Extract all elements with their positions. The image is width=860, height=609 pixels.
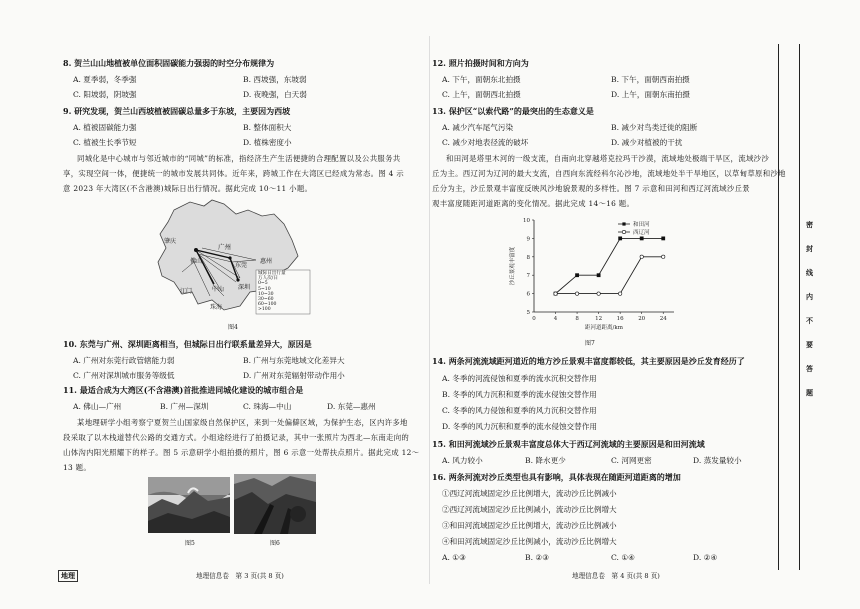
legend-item: 5~10 (258, 286, 271, 292)
q9-option-c: C. 植被生长季节短 (73, 138, 137, 147)
q10-option-a: A. 广州对东莞行政管辖能力弱 (73, 356, 175, 365)
q10-option-c: C. 广州对深圳城市服务等级低 (73, 371, 175, 380)
binding-char: 题 (806, 388, 813, 397)
q12-option-b: B. 下午，面朝西南拍摄 (611, 75, 690, 84)
series-line-1 (556, 238, 664, 293)
q9-option-d: D. 植株密度小 (243, 138, 292, 147)
data-point (618, 292, 621, 295)
q9-option-a: A. 植被固碳能力强 (73, 123, 137, 132)
data-point (640, 237, 643, 240)
legend-item: >100 (258, 307, 271, 313)
binding-char: 线 (806, 268, 813, 277)
q8-option-d: D. 夜晚强，白天弱 (243, 90, 307, 99)
y-axis-label: 沙丘景观丰富度 (510, 246, 516, 286)
q11-stem: 11. 最适合成为大湾区(不含港澳)首批推进同城化建设的城市组合是 (63, 385, 304, 395)
q8-option-b: B. 西坡强，东坡弱 (243, 75, 307, 84)
map-label-zhongshan: 中山 (212, 286, 225, 293)
q10-option-b: B. 广州与东莞地域文化差异大 (243, 356, 345, 365)
q12-option-c: C. 上午，面朝西北拍摄 (442, 90, 521, 99)
y-tick-label: 10 (523, 218, 530, 224)
figure6-caption: 图6 (270, 540, 280, 547)
y-tick-label: 6 (526, 291, 530, 298)
q15-option-a: A. 风力较小 (442, 456, 483, 465)
q16-option-b: B. ②③ (525, 553, 550, 562)
data-point (619, 237, 622, 240)
y-tick-label: 9 (526, 236, 530, 243)
legend-label: 和田河 (633, 222, 650, 228)
passage3-line4: 观丰富度随距河道距离的变化情况。据此完成 14～16 题。 (432, 199, 635, 208)
x-tick-label: 20 (638, 316, 646, 322)
passage1-line3: 意 2023 年大湾区(不含港澳)城际日出行情况。据此完成 10～11 小题。 (63, 184, 313, 193)
passage3-line3: 丘分为主，沙丘景观丰富度反映风沙地貌景观的多样性。图 7 示意和田河和西辽河流域沙丘景 (432, 184, 750, 193)
q15-option-c: C. 河网更密 (611, 456, 652, 465)
passage1-line1: 同城化是中心城市与邻近城市的“同城”的标准，指经济生产生活便捷的合理配置以及公共服务共 (77, 154, 401, 163)
binding-margin (778, 44, 800, 570)
q13-option-c: C. 减少对地表径流的破坏 (442, 138, 529, 147)
legend-unit: 万人次/日 (258, 276, 278, 282)
right-page-footer: 地理信息卷 第 4 页(共 8 页) (572, 572, 660, 580)
x-tick-label: 0 (532, 316, 536, 322)
q11-option-a: A. 佛山—广州 (73, 402, 122, 411)
page-divider (429, 36, 430, 584)
q16-statement-4: ④和田河流域固定沙丘比例减小，流动沙丘比例增大 (442, 537, 617, 546)
q14-option-d: D. 冬季的风力沉积和夏季的流水侵蚀交替作用 (442, 422, 597, 431)
x-tick-label: 24 (659, 316, 667, 322)
map-label-guangzhou: 广州 (218, 243, 231, 251)
q8-stem: 8. 贺兰山山地植被单位面积固碳能力强弱的时空分布规律为 (63, 58, 275, 68)
passage2-line3: 山体沟内阳光照耀下的样子。图 5 示意研学小组拍摄的照片，图 6 示意一处帮扶点照片。据此完成 12～ (63, 448, 420, 457)
q13-option-b: B. 减少对鸟类迁徙的阻断 (611, 123, 698, 132)
data-point (640, 255, 643, 258)
q8-option-a: A. 夏季弱，冬季强 (73, 75, 137, 84)
figure7-caption: 图7 (585, 340, 595, 347)
data-point (597, 292, 600, 295)
data-point (575, 292, 578, 295)
binding-char: 密 (806, 220, 813, 229)
x-tick-label: 16 (616, 316, 624, 322)
q15-option-d: D. 蒸发量较小 (693, 456, 742, 465)
data-point (575, 274, 578, 277)
data-point (554, 292, 557, 295)
q14-option-c: C. 冬季的风力侵蚀和夏季的风力沉积交替作用 (442, 406, 597, 415)
q16-option-a: A. ①③ (442, 553, 466, 562)
q16-stem: 16. 两条河流对沙丘类型也具有影响，具体表现在随距河道距离的增加 (432, 472, 681, 482)
q15-stem: 15. 和田河流域沙丘景观丰富度总体大于西辽河流域的主要原因是和田河流域 (432, 439, 705, 449)
map-label-dongguan: 东莞 (235, 262, 248, 269)
legend-marker (622, 230, 625, 233)
legend-title: 城际日出行量 (258, 271, 286, 276)
q15-option-b: B. 降水更少 (525, 456, 566, 465)
q13-option-a: A. 减少汽车尾气污染 (442, 123, 514, 132)
q14-stem: 14. 两条河流流域距河道近的地方沙丘景观丰富度都较低，其主要原因是沙丘发育经历了 (432, 356, 745, 366)
figure5-photo (148, 477, 230, 533)
figure4-caption: 图4 (228, 324, 238, 331)
subject-label: 地理 (58, 570, 78, 582)
figure7-line-chart (506, 212, 684, 332)
q12-option-a: A. 下午，面朝东北拍摄 (442, 75, 521, 84)
map-legend (258, 271, 286, 313)
q10-stem: 10. 东莞与广州、深圳距离相当，但城际日出行联系量差异大，原因是 (63, 339, 312, 349)
figure5-caption: 图5 (185, 540, 195, 547)
binding-char: 内 (806, 292, 813, 301)
q16-statement-2: ②西辽河流域固定沙丘比例减小，流动沙丘比例增大 (442, 505, 617, 514)
map-label-zhuhai: 珠海 (210, 304, 223, 311)
map-label-shenzhen: 深圳 (238, 284, 251, 291)
x-axis-label: 距河道距离/km (585, 325, 623, 331)
passage2-line2: 段采取了以木栈道替代公路的交通方式。小组途经进行了拍摄记录，其中一张照片为西北—东南走向的 (63, 433, 410, 442)
y-tick-label: 8 (526, 254, 530, 261)
data-point (662, 237, 665, 240)
legend-item: 60~100 (258, 302, 277, 308)
figure4-map (152, 196, 312, 318)
q14-option-b: B. 冬季的风力沉积和夏季的流水侵蚀交替作用 (442, 390, 597, 399)
binding-char: 封 (806, 244, 813, 253)
left-page-footer: 地理信息卷 第 3 页(共 8 页) (196, 572, 284, 580)
q16-statement-1: ①西辽河流域固定沙丘比例增大，流动沙丘比例减小 (442, 489, 617, 498)
passage2-line1: 某地理研学小组考察宁夏贺兰山国家级自然保护区，来到一处偏僻区域，为保护生态，区内许多地 (77, 418, 408, 427)
x-tick-label: 12 (595, 316, 603, 322)
map-label-zhaoqing: 肇庆 (164, 238, 177, 245)
q13-option-d: D. 减少对植被的干扰 (611, 138, 683, 147)
passage1-line2: 享，实现空间一体，便捷统一的城市发展共同体。近年来，跨城工作在大湾区已经成为常态。图 4 示 (63, 169, 405, 178)
series-line-2 (556, 257, 664, 294)
passage3-line1: 和田河是塔里木河的一级支流，自南向北穿越塔克拉玛干沙漠，流域地处极端干旱区，流域沙沙 (446, 154, 770, 163)
passage3-line2: 丘为主。西辽河为辽河的最大支流，自西向东流经科尔沁沙地，流域地处半干旱地区，以草甸草原和沙地 (432, 169, 786, 178)
binding-char: 要 (806, 340, 813, 349)
legend-item: 10~30 (258, 291, 274, 297)
y-tick-label: 5 (526, 310, 530, 316)
data-point (597, 274, 600, 277)
map-label-huizhou: 惠州 (260, 258, 273, 265)
q11-option-d: D. 东莞—惠州 (327, 402, 376, 411)
q12-stem: 12. 照片拍摄时间和方向为 (432, 58, 529, 68)
q8-option-c: C. 阳坡弱，阴坡强 (73, 90, 137, 99)
legend-marker (622, 222, 625, 225)
y-tick-label: 7 (526, 273, 530, 280)
q9-option-b: B. 整体面积大 (243, 123, 292, 132)
figure6-photo (234, 474, 316, 534)
q9-stem: 9. 研究发现，贺兰山西坡植被固碳总量多于东坡，主要因为西坡 (63, 106, 291, 116)
q16-option-c: C. ①④ (611, 553, 635, 562)
q10-option-d: D. 广州对东莞辐射带动作用小 (243, 371, 345, 380)
data-point (662, 255, 665, 258)
legend-item: 0~5 (258, 281, 268, 287)
q16-statement-3: ③和田河流域固定沙丘比例增大，流动沙丘比例减小 (442, 521, 617, 530)
q11-option-b: B. 广州—深圳 (160, 402, 209, 411)
legend-label: 西辽河 (633, 230, 650, 236)
q12-option-d: D. 上午，面朝东南拍摄 (611, 90, 690, 99)
binding-char: 答 (806, 364, 813, 373)
map-label-jiangmen: 江门 (180, 288, 193, 295)
legend-item: 30~60 (258, 297, 274, 303)
map-label-foshan: 佛山 (190, 258, 203, 265)
q11-option-c: C. 珠海—中山 (243, 402, 292, 411)
x-tick-label: 4 (553, 316, 558, 322)
x-tick-label: 8 (575, 316, 579, 322)
q16-option-d: D. ②④ (693, 553, 718, 562)
q13-stem: 13. 保护区“以索代路”的最突出的生态意义是 (432, 106, 594, 116)
binding-char: 不 (806, 316, 813, 325)
passage2-line4: 13 题。 (63, 463, 92, 472)
q14-option-a: A. 冬季的河流侵蚀和夏季的流水沉积交替作用 (442, 374, 597, 383)
